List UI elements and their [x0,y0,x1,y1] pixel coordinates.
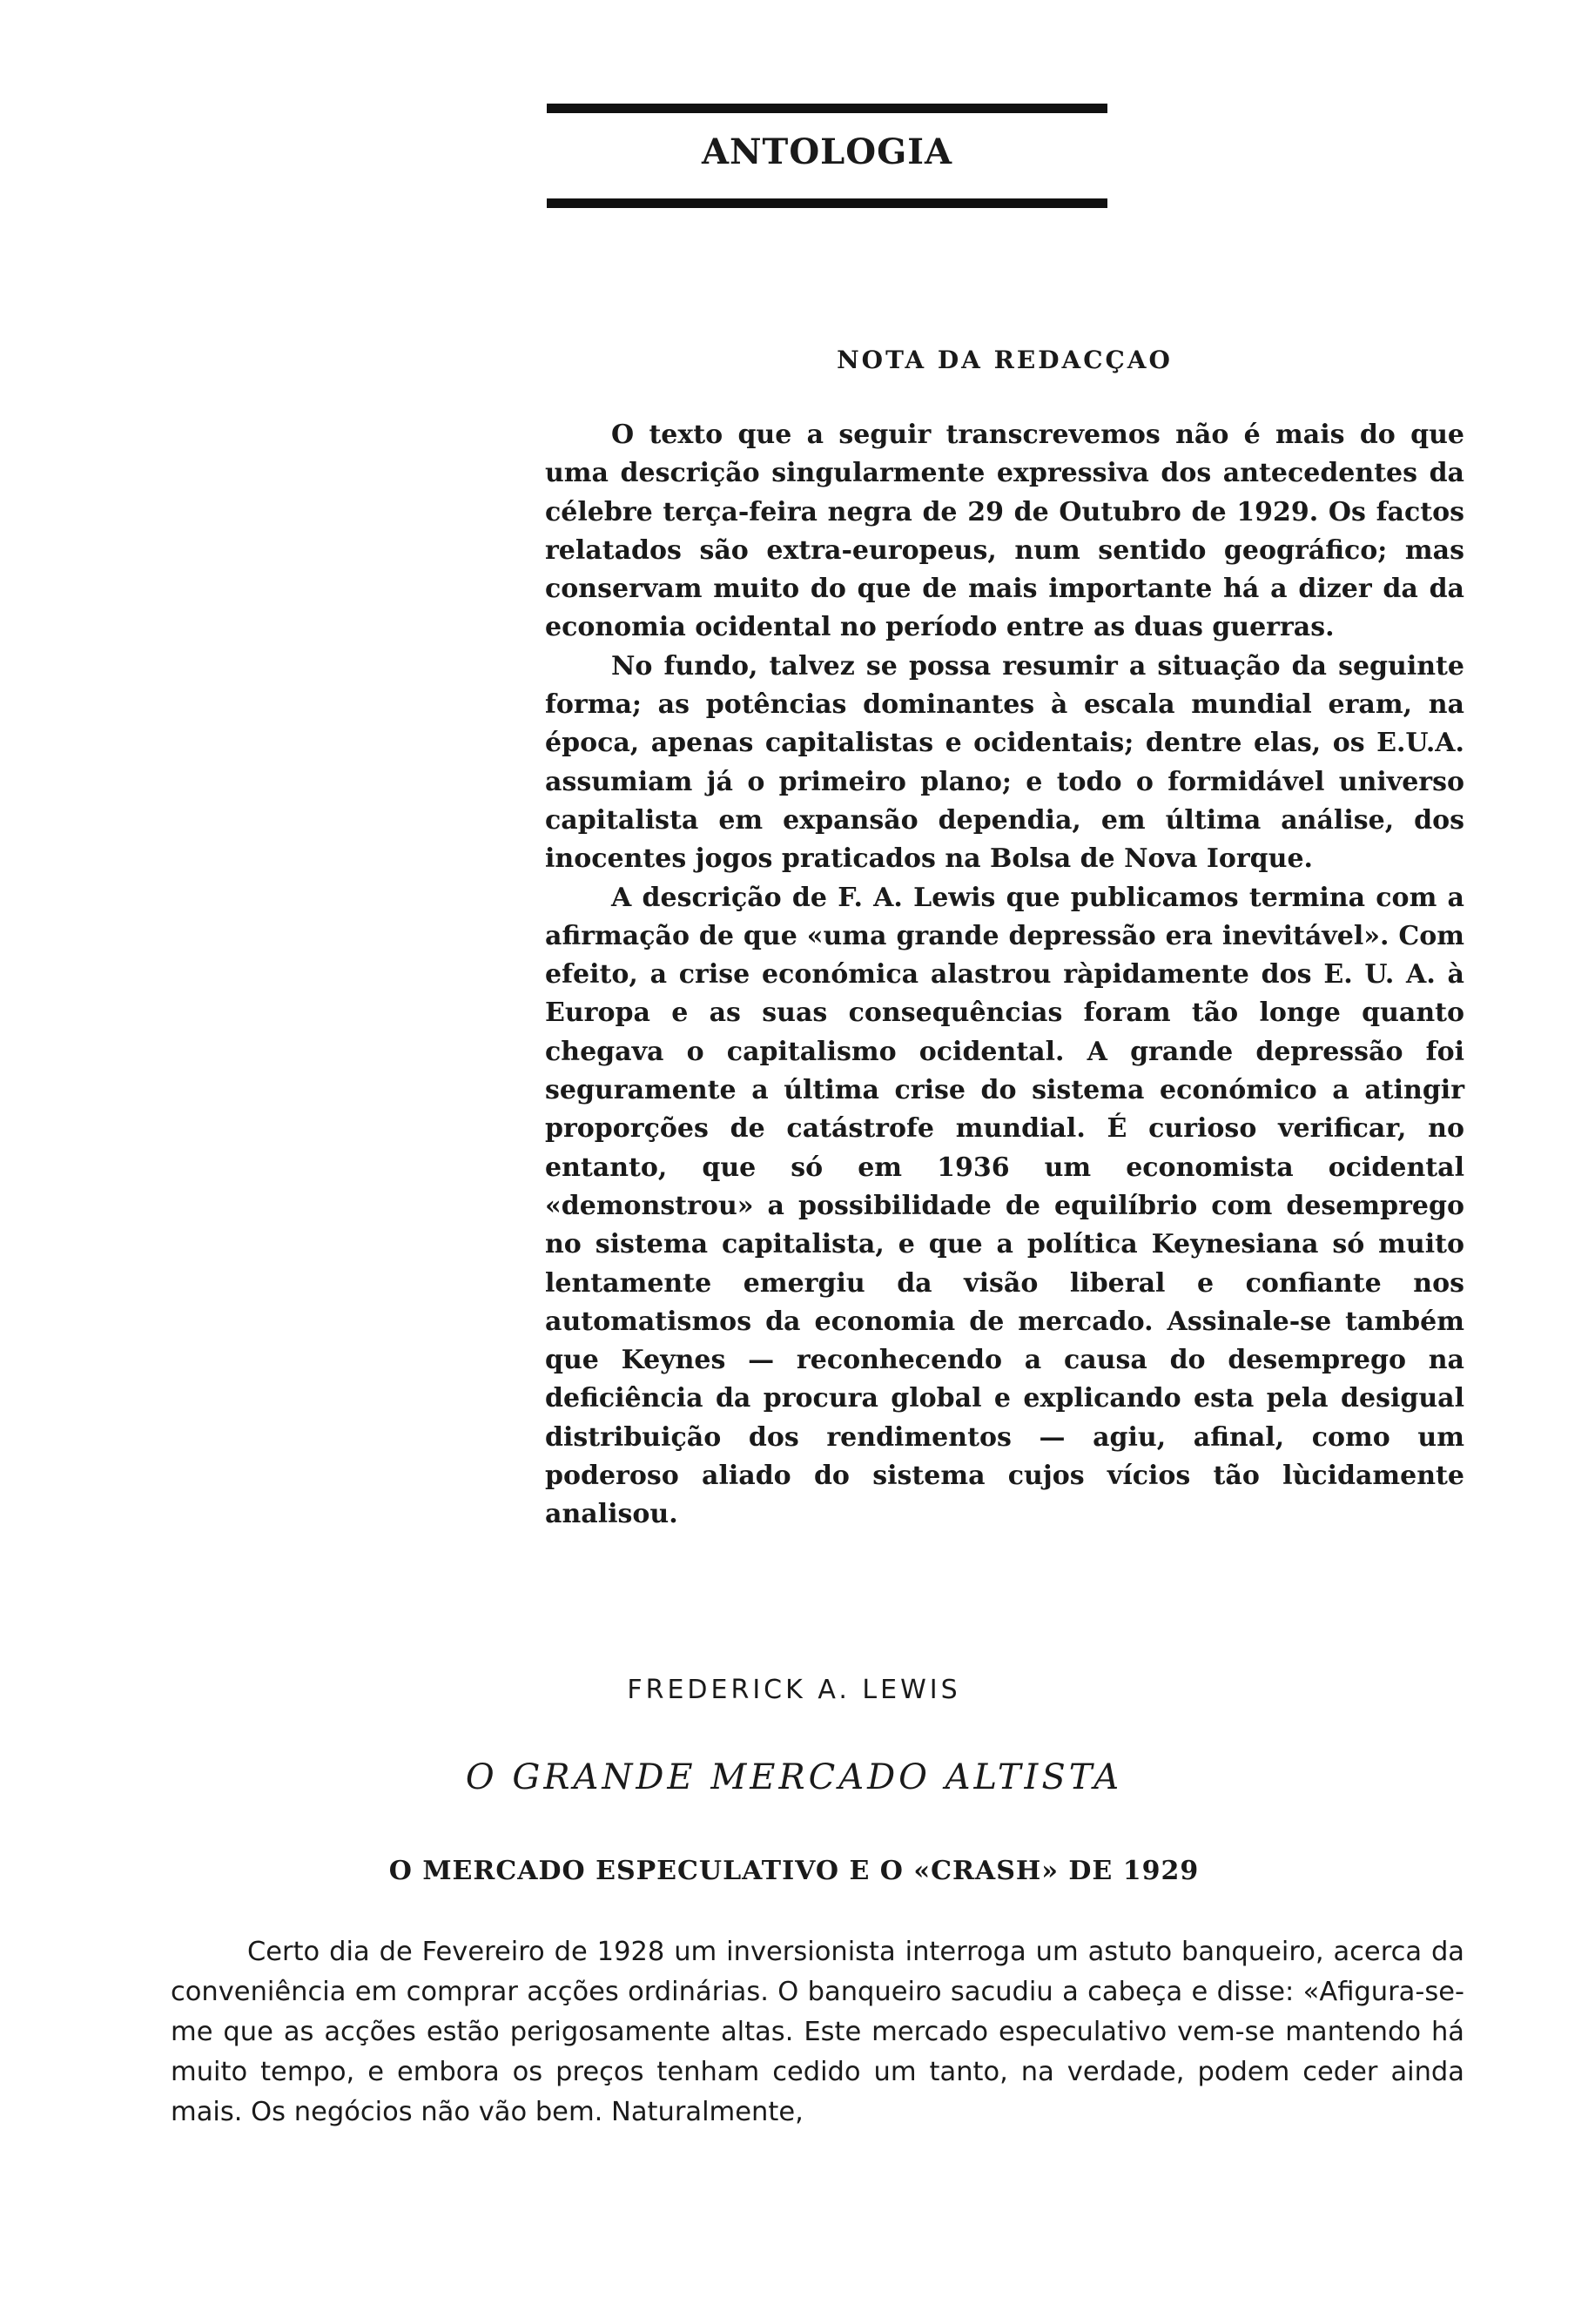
nota-paragraph: O texto que a seguir transcrevemos não é mais do que uma descrição singularmente expressiva dos antecedentes da célebre terça-feira negra de 29 de Outubro de 1929. Os factos relatados são extra-europeus, num sentido geográfico; mas conservam muito do que de mais importante há a dizer da da economia ocidental no período entre as duas guerras. [545,420,1464,643]
article-title: O GRANDE MERCADO ALTISTA [465,1757,1123,1797]
nota-body [545,416,1464,1535]
article-paragraph: Certo dia de Fevereiro de 1928 um inversionista interroga um astuto banqueiro, acerca da conveniência em comprar acções ordinárias. O banqueiro sacudiu a cabeça e disse: «Afigura-se-me que as acções estão perigosamente altas. Este mercado especulativo vem-se mantendo há muito tempo, e embora os preços tenham cedido um tanto, na verdade, podem ceder ainda mais. Os negócios não vão bem. Naturalmente, [171,1937,1464,2127]
nota-heading: NOTA DA REDACÇAO [837,346,1173,374]
header-rule-top [547,104,1107,113]
nota-paragraph: A descrição de F. A. Lewis que publicamos termina com a afirmação de que «uma grande depressão era inevitável». Com efeito, a crise económica alastrou ràpidamente dos E. U. A. à Europa e as suas consequências foram tão longe quanto chegava o capitalismo ocidental. A grande depressão foi seguramente a última crise do sistema económico a atingir proporções de catástrofe mundial. É curioso verificar, no entanto, que só em 1936 um economista ocidental «demonstrou» a possibilidade de equilíbrio com desemprego no sistema capitalista, e que a política Keynesiana só muito lentamente emergiu da visão liberal e confiante nos automatismos da economia de mercado. Assinale-se também que Keynes — reconhecendo a causa do desemprego na deficiência da procura global e explicando esta pela desigual distribuição dos rendimentos — agiu, afinal, como um poderoso aliado do sistema cujos vícios tão lùcidamente analisou. [545,882,1464,1530]
header-rule-bottom [547,198,1107,208]
nota-paragraph: No fundo, talvez se possa resumir a situação da seguinte forma; as potências dominantes à escala mundial eram, na época, apenas capitalistas e ocidentais; dentre elas, os E.U.A. assumiam já o primeiro plano; e todo o formidável universo capitalista em expansão dependia, em última análise, dos inocentes jogos praticados na Bolsa de Nova Iorque. [545,650,1464,875]
article-author: FREDERICK A. LEWIS [627,1675,961,1705]
article-body [171,1932,1464,2133]
chapter-title: O MERCADO ESPECULATIVO E O «CRASH» DE 1929 [388,1856,1200,1886]
section-title: ANTOLOGIA [701,131,953,172]
